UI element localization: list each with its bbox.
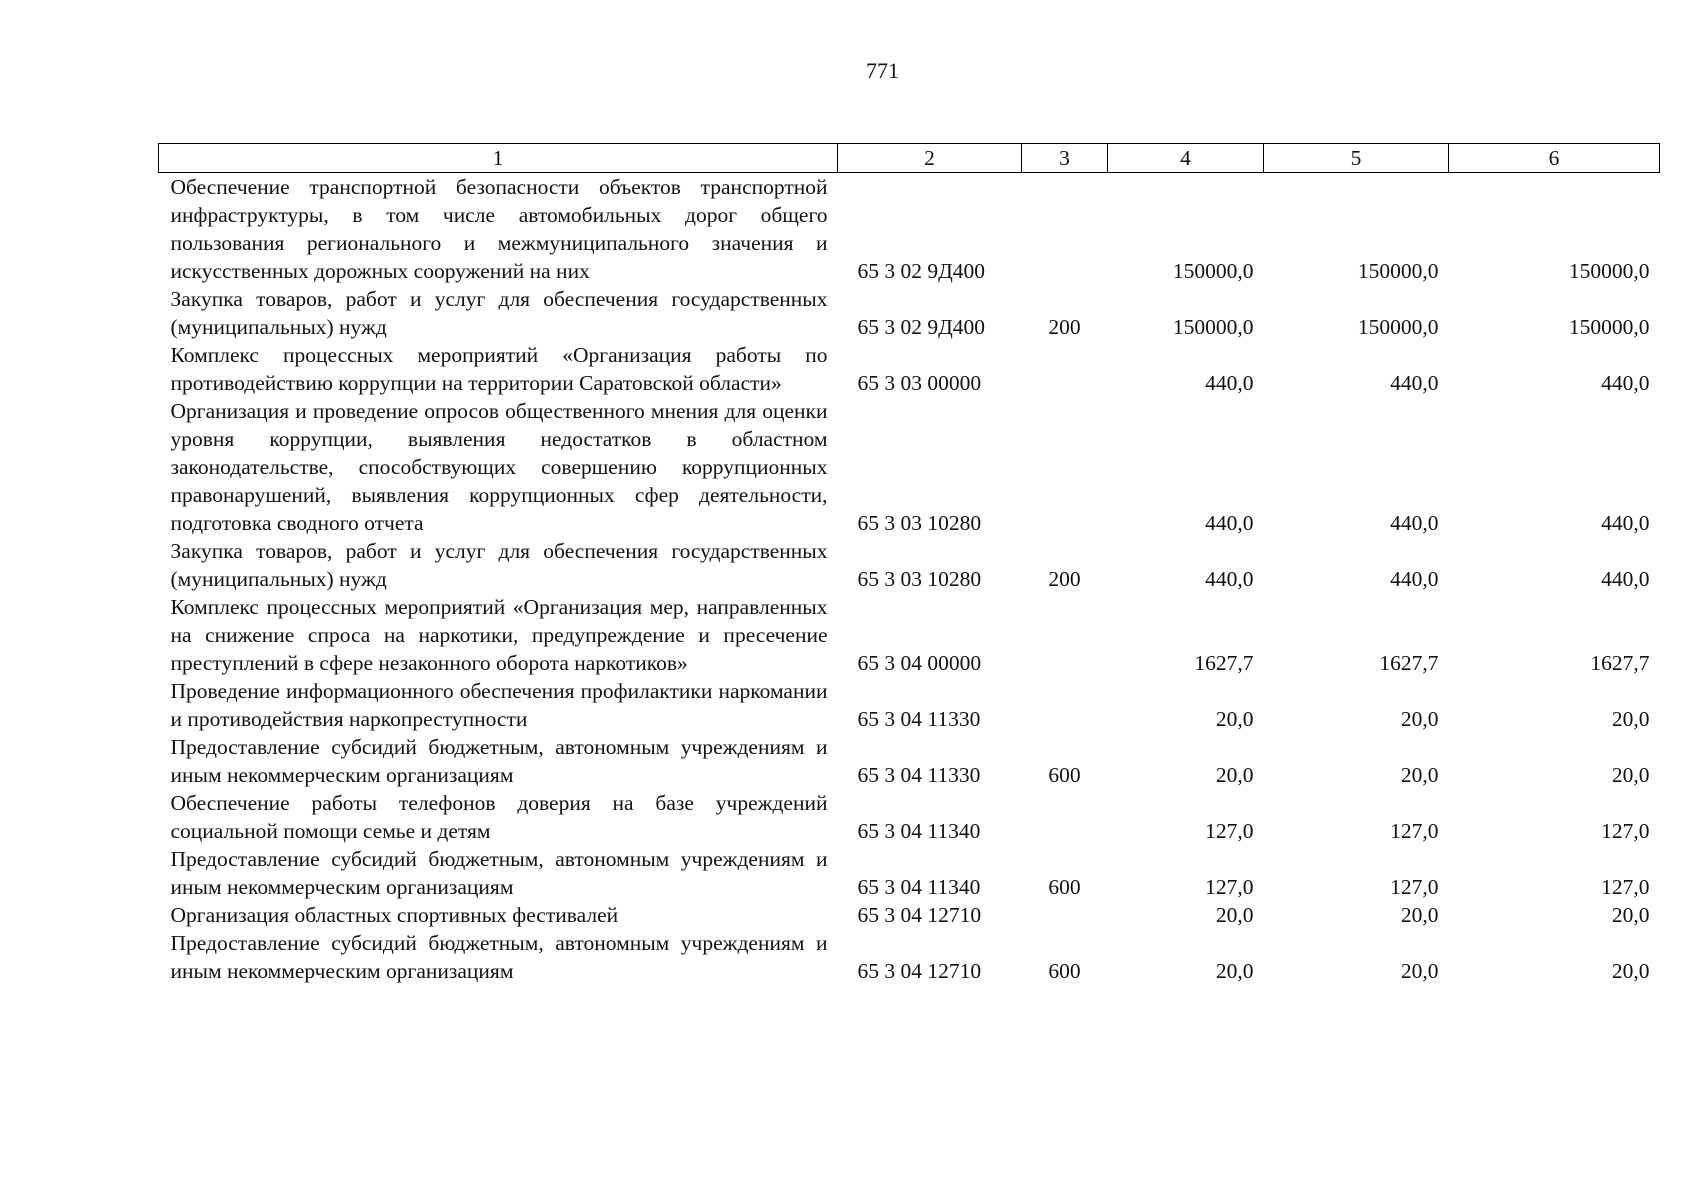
table-row xyxy=(159,285,1660,341)
row-code-cell: 65 3 02 9Д400 xyxy=(857,315,986,339)
row-value-col5-cell: 440,0 xyxy=(1390,511,1439,535)
row-name-cell: Предоставление субсидий бюджетным, автономным учреждениям и иным некоммерческим организациям xyxy=(170,735,828,787)
row-code-cell: 65 3 03 10280 xyxy=(857,567,982,591)
row-expense-type-cell xyxy=(1022,677,1108,733)
row-code-cell: 65 3 04 11330 xyxy=(857,707,981,731)
row-expense-type-cell xyxy=(1022,789,1108,845)
row-code-cell: 65 3 03 00000 xyxy=(857,371,982,395)
row-value-col4-cell: 440,0 xyxy=(1205,371,1254,395)
row-value-col4-cell: 127,0 xyxy=(1205,875,1254,899)
row-value-col6-cell: 440,0 xyxy=(1601,511,1650,535)
column-header: 2 xyxy=(838,144,1022,173)
row-value-col6-cell: 20,0 xyxy=(1611,903,1650,927)
row-expense-type-cell xyxy=(1022,901,1108,929)
row-value-col6-cell: 1627,7 xyxy=(1590,651,1650,675)
row-name-cell: Закупка товаров, работ и услуг для обеспечения государственных (муниципальных) нужд xyxy=(170,287,828,339)
row-value-col4-cell: 150000,0 xyxy=(1172,315,1254,339)
row-expense-type-cell: 200 xyxy=(1048,567,1081,591)
row-code-cell: 65 3 04 11340 xyxy=(857,819,981,843)
row-code-cell: 65 3 04 00000 xyxy=(857,651,982,675)
row-value-col6-cell: 20,0 xyxy=(1611,763,1650,787)
row-value-col6-cell: 127,0 xyxy=(1601,819,1650,843)
row-value-col5-cell: 150000,0 xyxy=(1357,259,1439,283)
row-name-cell: Организация областных спортивных фестивалей xyxy=(170,903,619,927)
row-value-col6-cell: 20,0 xyxy=(1611,707,1650,731)
row-value-col6-cell: 150000,0 xyxy=(1568,259,1650,283)
row-value-col4-cell: 20,0 xyxy=(1215,903,1254,927)
table-row xyxy=(159,537,1660,593)
row-expense-type-cell: 600 xyxy=(1048,875,1081,899)
column-header: 5 xyxy=(1264,144,1449,173)
row-name-cell: Закупка товаров, работ и услуг для обеспечения государственных (муниципальных) нужд xyxy=(170,539,828,591)
row-expense-type-cell xyxy=(1022,341,1108,397)
column-header: 3 xyxy=(1022,144,1108,173)
row-code-cell: 65 3 04 11330 xyxy=(857,763,981,787)
row-expense-type-cell: 600 xyxy=(1048,763,1081,787)
table-row xyxy=(159,677,1660,733)
row-name-cell: Обеспечение работы телефонов доверия на базе учреждений социальной помощи семье и детям xyxy=(170,791,828,843)
row-expense-type-cell xyxy=(1022,593,1108,677)
column-header: 1 xyxy=(159,144,838,173)
row-value-col5-cell: 20,0 xyxy=(1400,707,1439,731)
budget-table xyxy=(158,143,1660,985)
table-row xyxy=(159,341,1660,397)
row-expense-type-cell xyxy=(1022,397,1108,537)
page-number: 771 xyxy=(866,58,899,83)
row-name-cell: Комплекс процессных мероприятий «Организация работы по противодействию коррупции на территории Саратовской области» xyxy=(170,343,828,395)
row-value-col5-cell: 127,0 xyxy=(1390,819,1439,843)
row-name-cell: Комплекс процессных мероприятий «Организация мер, направленных на снижение спроса на наркотики, предупреждение и пресечение преступлений в сфере незаконного оборота наркотиков» xyxy=(170,595,828,675)
column-header: 6 xyxy=(1449,144,1660,173)
table-row xyxy=(159,929,1660,985)
row-value-col4-cell: 127,0 xyxy=(1205,819,1254,843)
row-value-col5-cell: 150000,0 xyxy=(1357,315,1439,339)
row-value-col5-cell: 1627,7 xyxy=(1379,651,1439,675)
row-value-col6-cell: 150000,0 xyxy=(1568,315,1650,339)
row-value-col6-cell: 127,0 xyxy=(1601,875,1650,899)
row-expense-type-cell: 600 xyxy=(1048,959,1081,983)
row-code-cell: 65 3 04 12710 xyxy=(857,959,982,983)
row-code-cell: 65 3 02 9Д400 xyxy=(857,259,986,283)
row-value-col5-cell: 127,0 xyxy=(1390,875,1439,899)
header-row xyxy=(159,144,1660,173)
row-value-col4-cell: 150000,0 xyxy=(1172,259,1254,283)
table-row xyxy=(159,789,1660,845)
column-header: 4 xyxy=(1108,144,1264,173)
table-row xyxy=(159,397,1660,537)
table-row xyxy=(159,593,1660,677)
row-value-col4-cell: 1627,7 xyxy=(1194,651,1254,675)
row-value-col5-cell: 20,0 xyxy=(1400,959,1439,983)
row-value-col4-cell: 20,0 xyxy=(1215,959,1254,983)
row-value-col4-cell: 440,0 xyxy=(1205,567,1254,591)
row-expense-type-cell: 200 xyxy=(1048,315,1081,339)
table-row xyxy=(159,733,1660,789)
row-name-cell: Обеспечение транспортной безопасности объектов транспортной инфраструктуры, в том числе автомобильных дорог общего пользования регионального и межмуниципального значения и искусственных дорожных сооружений на них xyxy=(170,175,828,283)
row-name-cell: Проведение информационного обеспечения профилактики наркомании и противодействия наркопреступности xyxy=(170,679,828,731)
row-value-col5-cell: 20,0 xyxy=(1400,903,1439,927)
row-code-cell: 65 3 03 10280 xyxy=(857,511,982,535)
table-row xyxy=(159,845,1660,901)
row-value-col5-cell: 20,0 xyxy=(1400,763,1439,787)
row-value-col5-cell: 440,0 xyxy=(1390,371,1439,395)
row-name-cell: Организация и проведение опросов общественного мнения для оценки уровня коррупции, выявления недостатков в областном законодательстве, способствующих совершению коррупционных правонарушений, выявления коррупционных сфер деятельности, подготовка сводного отчета xyxy=(170,399,828,535)
row-value-col4-cell: 20,0 xyxy=(1215,763,1254,787)
row-code-cell: 65 3 04 11340 xyxy=(857,875,981,899)
row-value-col5-cell: 440,0 xyxy=(1390,567,1439,591)
row-name-cell: Предоставление субсидий бюджетным, автономным учреждениям и иным некоммерческим организациям xyxy=(170,847,828,899)
row-value-col6-cell: 440,0 xyxy=(1601,371,1650,395)
table-row xyxy=(159,173,1660,286)
row-expense-type-cell xyxy=(1022,173,1108,286)
row-value-col6-cell: 20,0 xyxy=(1611,959,1650,983)
row-value-col6-cell: 440,0 xyxy=(1601,567,1650,591)
table-body xyxy=(159,173,1660,986)
row-value-col4-cell: 440,0 xyxy=(1205,511,1254,535)
table-row xyxy=(159,901,1660,929)
row-name-cell: Предоставление субсидий бюджетным, автономным учреждениям и иным некоммерческим организациям xyxy=(170,931,828,983)
row-value-col4-cell: 20,0 xyxy=(1215,707,1254,731)
row-code-cell: 65 3 04 12710 xyxy=(857,903,982,927)
